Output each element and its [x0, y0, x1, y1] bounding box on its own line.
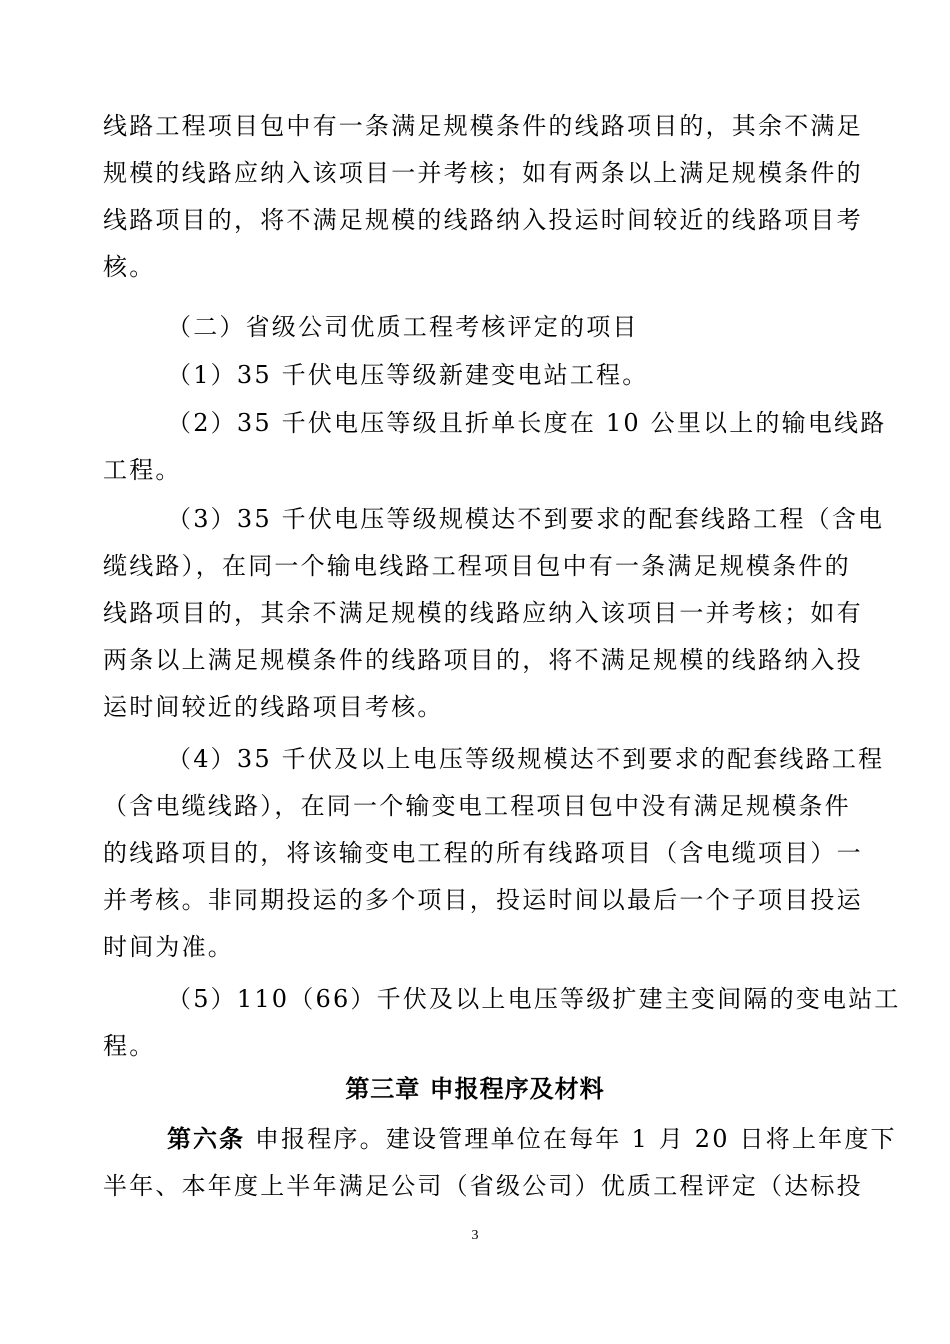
- text-line: 程。: [103, 1032, 156, 1060]
- text-line: （4）35 千伏及以上电压等级规模达不到要求的配套线路工程: [167, 745, 885, 773]
- article-label: 第六条: [167, 1125, 245, 1153]
- text-line: 核。: [103, 253, 156, 281]
- section-heading-provincial: [103, 304, 843, 351]
- chapter-title: 第三章 申报程序及材料: [345, 1075, 605, 1103]
- text-line: （3）35 千伏电压等级规模达不到要求的配套线路工程（含电: [167, 505, 885, 533]
- item-3: [103, 496, 885, 731]
- item-2: [103, 400, 887, 494]
- text-line: [103, 1116, 897, 1163]
- text-line: 运时间较近的线路项目考核。: [103, 693, 444, 721]
- text-line: 工程。: [103, 456, 182, 484]
- text-line: 的线路项目的，将该输变电工程的所有线路项目（含电缆项目）一: [103, 839, 863, 867]
- text-line: （二）省级公司优质工程考核评定的项目: [167, 313, 639, 341]
- text-line: 规模的线路应纳入该项目一并考核；如有两条以上满足规模条件的: [103, 159, 863, 187]
- text-line: （2）35 千伏电压等级且折单长度在 10 公里以上的输电线路: [167, 409, 887, 437]
- item-1: [103, 352, 843, 399]
- text-line: 时间为准。: [103, 933, 234, 961]
- text-line: 半年、本年度上半年满足公司（省级公司）优质工程评定（达标投: [103, 1172, 863, 1200]
- text-line: 线路项目的，其余不满足规模的线路应纳入该项目一并考核；如有: [103, 599, 863, 627]
- page-number: 3: [471, 1228, 479, 1243]
- item-4: [103, 736, 885, 971]
- text-line: 线路工程项目包中有一条满足规模条件的线路项目的，其余不满足: [103, 112, 863, 140]
- paragraph-line-package: [103, 103, 863, 291]
- text-line: 两条以上满足规模条件的线路项目的，将不满足规模的线路纳入投: [103, 646, 863, 674]
- text-line: （5）110（66）千伏及以上电压等级扩建主变间隔的变电站工: [167, 985, 901, 1013]
- article-six: [103, 1116, 897, 1210]
- text-line: 缆线路），在同一个输电线路工程项目包中有一条满足规模条件的: [103, 552, 851, 580]
- text-line: （1）35 千伏电压等级新建变电站工程。: [167, 361, 649, 389]
- text-line: 线路项目的，将不满足规模的线路纳入投运时间较近的线路项目考: [103, 206, 863, 234]
- article-text: 申报程序。建设管理单位在每年 1 月 20 日将上年度下: [245, 1125, 897, 1153]
- text-line: （含电缆线路），在同一个输变电工程项目包中没有满足规模条件: [103, 792, 851, 820]
- text-line: 并考核。非同期投运的多个项目，投运时间以最后一个子项目投运: [103, 886, 863, 914]
- item-5: [103, 976, 901, 1070]
